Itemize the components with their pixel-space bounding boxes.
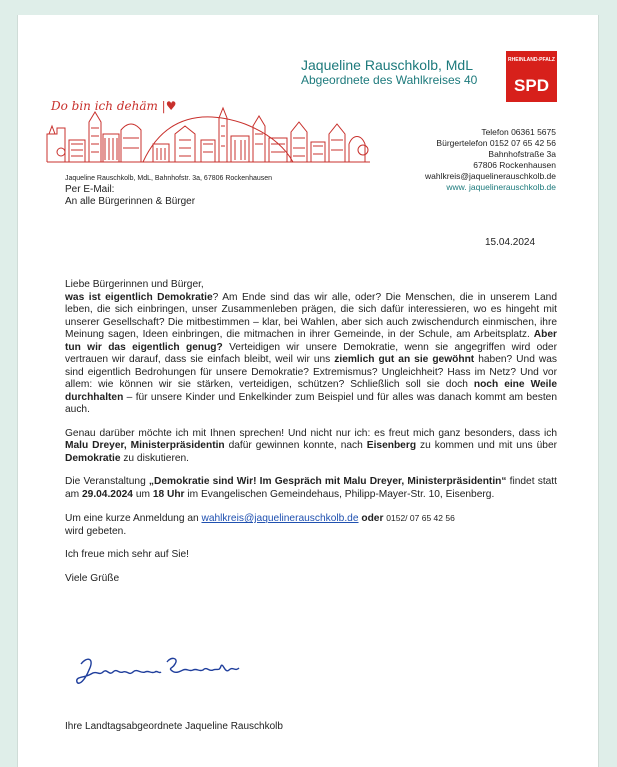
logo-party-label: SPD (514, 76, 549, 95)
text-run: zu kommen und mit uns über (416, 440, 558, 451)
text-run: noch eine Weile durchhalten (65, 379, 557, 403)
text-run: 29.04.2024 (81, 488, 133, 500)
letter-date: 15.04.2024 (485, 237, 536, 248)
text-run: findet statt am (65, 476, 557, 500)
text-run: zu diskutieren. (120, 452, 190, 464)
slogan: Do bin ich dehäm |♥ (51, 99, 177, 113)
citizen-phone: Bürgertelefon 0152 07 65 42 56 (436, 138, 556, 148)
website: www. jaquelinerauschkolb.de (446, 182, 556, 192)
contact-block (425, 127, 556, 193)
street: Bahnhofstraße 3a (488, 149, 556, 159)
paragraph-2 (65, 428, 557, 466)
salutation: Liebe Bürgerinnen und Bürger, (65, 279, 204, 290)
text-run: ziemlich gut an sie gewöhnt (334, 354, 475, 365)
text-run: Malu Dreyer, Ministerpräsidentin (65, 440, 225, 451)
paragraph-1 (65, 292, 557, 417)
signoff: Ihre Landtagsabgeordnete Jaqueline Rauschkolb (65, 721, 283, 732)
paragraph-3 (65, 476, 557, 501)
text-run: was ist eigentlich Demokratie (65, 291, 213, 303)
paragraph-5: Ich freue mich sehr auf Sie! (65, 549, 190, 560)
text-run: Die Veranstaltung (65, 476, 149, 487)
author-name: Jaqueline Rauschkolb, MdL (301, 57, 473, 73)
text-run: Eisenberg (366, 440, 417, 451)
text-run: Aber tun wir das eigentlich genug? (65, 329, 557, 353)
closing: Viele Grüße (65, 572, 120, 584)
author-district: Abgeordnete des Wahlkreises 40 (301, 73, 478, 87)
text-run: „Demokratie sind Wir! Im Gespräch mit Malu Dreyer, Ministerpräsidentin“ (148, 476, 507, 487)
text-run: Demokratie (65, 452, 121, 464)
town-skyline-illustration (45, 104, 375, 166)
text-run: Genau darüber möchte ich mit Ihnen sprechen! Und nicht nur ich: es freut mich ganz besonders, dass ich (65, 427, 557, 439)
city: 67806 Rockenhausen (473, 160, 556, 170)
phone: Telefon 06361 5675 (481, 127, 556, 137)
email: wahlkreis@jaquelinerauschkolb.de (424, 171, 556, 181)
letter-page (17, 15, 599, 767)
text-run: dafür gewinnen konnte, nach (224, 440, 367, 451)
registration-text: Um eine kurze Anmeldung an (65, 513, 202, 524)
text-run: 18 Uhr (152, 488, 185, 500)
delivery-method: Per E-Mail: (65, 184, 115, 195)
text-run: ? Am Ende sind das wir alle, oder? Die Menschen, die in unserem Land leben, die sich einbringen, unser Zusammenleben prägen, die sich dafür interessieren, wo es hingeht mit unserer Gesellschaft? Die mitbestimmen – klar, bei Wahlen, aber sich auch zwischendurch einmischen, ihre Meinung sagen, Ideen einbringen, die mitmachen in ihrer Gemeinde, in der Schule, am Arbeitsplatz. (65, 291, 557, 340)
recipient: An alle Bürgerinnen & Bürger (65, 196, 196, 207)
registration-request: wird gebeten. (65, 525, 127, 537)
text-run: um (132, 488, 153, 500)
text-run: Verteidigen wir unsere Demokratie, wenn sie angegriffen wird oder vertrauen wir darauf, dass sie einfach bleibt, weil wir uns (65, 341, 557, 365)
sender-line: Jaqueline Rauschkolb, MdL, Bahnhofstr. 3a, 67806 Rockenhausen (65, 175, 273, 182)
letter-body (65, 279, 557, 585)
paragraph-4 (65, 512, 557, 538)
logo-region-label: RHEINLAND-PFALZ (508, 57, 555, 63)
text-run: im Evangelischen Gemeindehaus, Philipp-Mayer-Str. 10, Eisenberg. (184, 488, 495, 500)
address-block (65, 184, 195, 208)
text-run: – für unsere Kinder und Enkelkinder zum Beispiel und für alles was danach kommt am besten auch. (65, 391, 557, 415)
registration-email-link[interactable]: wahlkreis@jaquelinerauschkolb.de (201, 513, 359, 524)
handwritten-signature (75, 652, 245, 692)
text-run: haben? Und was sind eigentlich Bedrohungen für unsere Demokratie? Extremismus? Ungleichheit? Hass im Netz? Und vor allem: wie können wir sie stärken, verteidigen, schützen? Schließlich soll sie doch (65, 354, 557, 390)
spd-logo (506, 51, 557, 102)
or-text: oder (358, 513, 387, 524)
registration-phone: 0152/ 07 65 42 56 (386, 513, 455, 523)
